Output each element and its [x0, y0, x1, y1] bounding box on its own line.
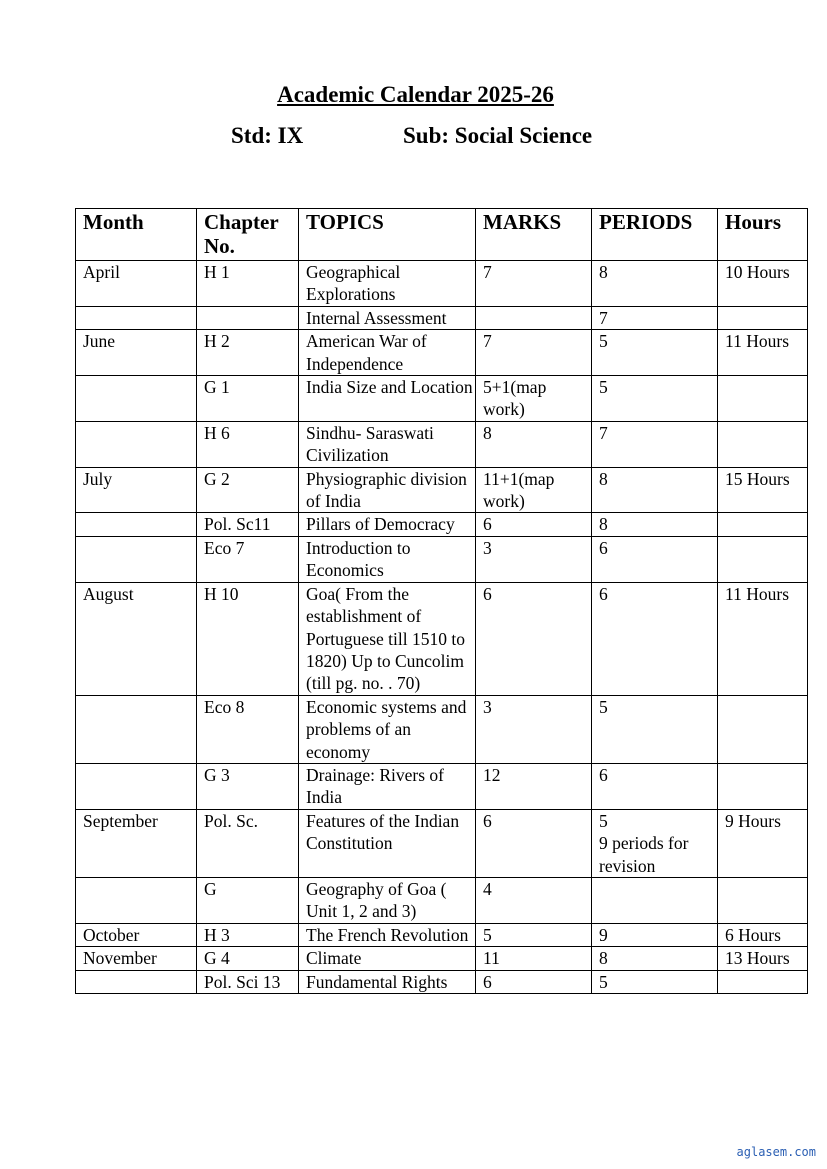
cell-marks: 7	[476, 330, 592, 376]
cell-marks: 3	[476, 695, 592, 763]
cell-topic: Drainage: Rivers of India	[299, 763, 476, 809]
cell-hours	[718, 877, 808, 923]
cell-month	[76, 513, 197, 536]
cell-topic: Physiographic division of India	[299, 467, 476, 513]
table-row	[76, 582, 808, 695]
cell-marks: 7	[476, 261, 592, 307]
header-month: Month	[76, 209, 197, 261]
cell-topic: Sindhu- Saraswati Civilization	[299, 421, 476, 467]
cell-chapter: G	[197, 877, 299, 923]
cell-month: June	[76, 330, 197, 376]
periods-value: 5	[599, 810, 608, 831]
cell-topic: Geographical Explorations	[299, 261, 476, 307]
cell-hours: 15 Hours	[718, 467, 808, 513]
cell-hours: 10 Hours	[718, 261, 808, 307]
table-row	[76, 763, 808, 809]
cell-hours	[718, 306, 808, 329]
table-row	[76, 330, 808, 376]
cell-topic: Introduction to Economics	[299, 536, 476, 582]
cell-hours	[718, 763, 808, 809]
cell-periods: 6	[592, 763, 718, 809]
cell-periods: 7	[592, 421, 718, 467]
header-marks: MARKS	[476, 209, 592, 261]
header-chapter: Chapter No.	[197, 209, 299, 261]
cell-topic: Economic systems and problems of an economy	[299, 695, 476, 763]
cell-marks: 12	[476, 763, 592, 809]
cell-periods: 8	[592, 261, 718, 307]
cell-chapter: H 3	[197, 923, 299, 946]
cell-hours: 11 Hours	[718, 330, 808, 376]
cell-month	[76, 763, 197, 809]
cell-hours: 11 Hours	[718, 582, 808, 695]
cell-periods: 6	[592, 582, 718, 695]
cell-topic: Geography of Goa ( Unit 1, 2 and 3)	[299, 877, 476, 923]
cell-chapter: Pol. Sci 13	[197, 970, 299, 993]
table-row	[76, 923, 808, 946]
cell-periods: 6	[592, 536, 718, 582]
cell-month	[76, 376, 197, 422]
cell-marks: 6	[476, 582, 592, 695]
cell-marks: 11	[476, 947, 592, 970]
cell-hours	[718, 376, 808, 422]
cell-periods: 8	[592, 947, 718, 970]
header-topics: TOPICS	[299, 209, 476, 261]
cell-marks: 5+1(map work)	[476, 376, 592, 422]
cell-hours	[718, 513, 808, 536]
cell-chapter: Eco 8	[197, 695, 299, 763]
cell-chapter: G 3	[197, 763, 299, 809]
cell-chapter: Pol. Sc11	[197, 513, 299, 536]
table-row	[76, 970, 808, 993]
cell-hours	[718, 970, 808, 993]
cell-chapter: Eco 7	[197, 536, 299, 582]
cell-topic: Fundamental Rights	[299, 970, 476, 993]
cell-topic: The French Revolution	[299, 923, 476, 946]
cell-hours: 9 Hours	[718, 809, 808, 877]
cell-chapter: H 6	[197, 421, 299, 467]
watermark-link[interactable]: aglasem.com	[736, 1145, 816, 1159]
cell-periods: 9	[592, 923, 718, 946]
standard-label: Std: IX	[231, 123, 304, 148]
table-row	[76, 695, 808, 763]
cell-marks: 4	[476, 877, 592, 923]
table-row	[76, 947, 808, 970]
table-header	[76, 209, 808, 261]
cell-marks	[476, 306, 592, 329]
cell-month: July	[76, 467, 197, 513]
table-row	[76, 513, 808, 536]
cell-periods	[592, 877, 718, 923]
cell-periods: 8	[592, 467, 718, 513]
cell-periods: 5	[592, 695, 718, 763]
table-row	[76, 536, 808, 582]
cell-marks: 5	[476, 923, 592, 946]
cell-topic: India Size and Location	[299, 376, 476, 422]
cell-month: August	[76, 582, 197, 695]
header-row	[76, 209, 808, 261]
table-body	[76, 261, 808, 994]
cell-periods: 8	[592, 513, 718, 536]
cell-hours	[718, 421, 808, 467]
cell-month: September	[76, 809, 197, 877]
cell-chapter: G 4	[197, 947, 299, 970]
table-row	[76, 376, 808, 422]
cell-topic: Features of the Indian Constitution	[299, 809, 476, 877]
cell-topic: Climate	[299, 947, 476, 970]
cell-month: October	[76, 923, 197, 946]
cell-hours	[718, 695, 808, 763]
page-title	[0, 82, 827, 108]
subject-label: Sub: Social Science	[403, 123, 593, 148]
cell-hours: 6 Hours	[718, 923, 808, 946]
cell-chapter: H 1	[197, 261, 299, 307]
cell-chapter	[197, 306, 299, 329]
cell-marks: 6	[476, 513, 592, 536]
cell-chapter: G 2	[197, 467, 299, 513]
cell-topic: Internal Assessment	[299, 306, 476, 329]
table-row	[76, 877, 808, 923]
cell-chapter: H 10	[197, 582, 299, 695]
cell-month	[76, 306, 197, 329]
cell-hours: 13 Hours	[718, 947, 808, 970]
cell-marks: 8	[476, 421, 592, 467]
cell-marks: 3	[476, 536, 592, 582]
cell-month	[76, 877, 197, 923]
cell-month	[76, 421, 197, 467]
cell-marks: 11+1(map work)	[476, 467, 592, 513]
cell-topic: Pillars of Democracy	[299, 513, 476, 536]
cell-marks: 6	[476, 809, 592, 877]
cell-marks: 6	[476, 970, 592, 993]
periods-note: 9 periods for revision	[599, 833, 689, 876]
cell-month	[76, 695, 197, 763]
cell-chapter: Pol. Sc.	[197, 809, 299, 877]
title-text: Academic Calendar 2025-26	[277, 82, 554, 107]
cell-periods: 5	[592, 970, 718, 993]
cell-topic: Goa( From the establishment of Portuguese till 1510 to 1820) Up to Cuncolim (till pg. no. . 70)	[299, 582, 476, 695]
table-row	[76, 306, 808, 329]
cell-month	[76, 970, 197, 993]
table-row	[76, 421, 808, 467]
table-row	[76, 261, 808, 307]
cell-hours	[718, 536, 808, 582]
table-row	[76, 809, 808, 877]
cell-month: November	[76, 947, 197, 970]
cell-periods: 7	[592, 306, 718, 329]
cell-periods: 5	[592, 330, 718, 376]
cell-periods: 5	[592, 376, 718, 422]
cell-chapter: H 2	[197, 330, 299, 376]
table-row	[76, 467, 808, 513]
cell-topic: American War of Independence	[299, 330, 476, 376]
cell-month: April	[76, 261, 197, 307]
cell-month	[76, 536, 197, 582]
header-periods: PERIODS	[592, 209, 718, 261]
cell-periods	[592, 809, 718, 877]
header-hours: Hours	[718, 209, 808, 261]
cell-chapter: G 1	[197, 376, 299, 422]
calendar-table	[75, 208, 808, 994]
